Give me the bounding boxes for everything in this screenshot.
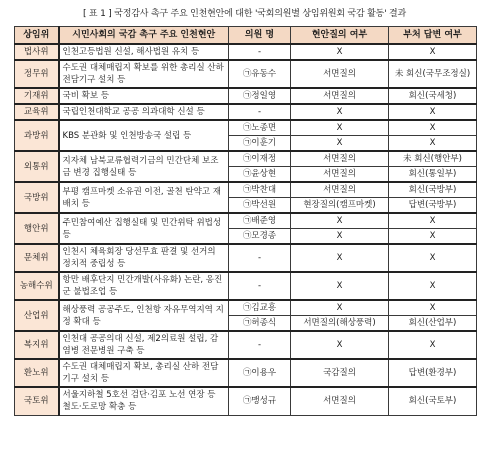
committee-cell: 농해수위 (15, 272, 59, 300)
answer-cell: 답변(국방부) (389, 198, 477, 214)
issue-cell: 해상풍력 공공주도, 인천항 자유무역지역 지정 확대 등 (59, 300, 229, 331)
answer-cell: 회신(국방부) (389, 182, 477, 198)
table-row (15, 60, 477, 88)
answer-cell: X (389, 244, 477, 272)
answer-cell: 회신(국세청) (389, 88, 477, 104)
answer-cell: X (389, 44, 477, 60)
member-cell: - (229, 244, 291, 272)
committee-cell: 외통위 (15, 151, 59, 182)
table-caption: [ 표 1 ] 국정감사 촉구 주요 인천현안에 대한 '국회의원별 상임위원회 국감 활동' 결과 (82, 9, 407, 19)
issue-cell: 수도권 대체매립지 확보, 총리실 산하 전담기구 설치 등 (59, 359, 229, 387)
table-row (15, 331, 477, 359)
table-header-row (15, 27, 477, 45)
question-cell: X (291, 213, 389, 229)
issue-cell: 부평 캠프마켓 소유권 이전, 골천 탄약고 재배치 등 (59, 182, 229, 213)
question-cell: X (291, 300, 389, 316)
answer-cell: 未 회신(행안부) (389, 151, 477, 167)
header-member: 의원 명 (229, 27, 291, 45)
answer-cell: 회신(국토부) (389, 387, 477, 415)
answer-cell: 未 회신(국무조정실) (389, 60, 477, 88)
committee-cell: 환노위 (15, 359, 59, 387)
answer-cell: X (389, 331, 477, 359)
table-row (15, 213, 477, 229)
question-cell: X (291, 229, 389, 245)
question-cell: 서면질의 (291, 167, 389, 183)
committee-cell: 과방위 (15, 120, 59, 151)
member-cell: ㉠이용우 (229, 359, 291, 387)
member-cell: ㉠정일영 (229, 88, 291, 104)
issue-cell: 지자체 남북교류협력기금의 민간단체 보조금 변경 집행실태 등 (59, 151, 229, 182)
committee-cell: 국방위 (15, 182, 59, 213)
committee-cell: 법사위 (15, 44, 59, 60)
answer-cell: X (389, 229, 477, 245)
question-cell: 국감질의 (291, 359, 389, 387)
member-cell: ㉠허종식 (229, 316, 291, 332)
table-row (15, 244, 477, 272)
header-question: 현안질의 여부 (291, 27, 389, 45)
answer-cell: 회신(통일부) (389, 167, 477, 183)
committee-cell: 기재위 (15, 88, 59, 104)
member-cell: ㉠김교흥 (229, 300, 291, 316)
table-row (15, 359, 477, 387)
table-row (15, 44, 477, 60)
question-cell: X (291, 44, 389, 60)
member-cell: ㉠모경종 (229, 229, 291, 245)
answer-cell: 회신(산업부) (389, 316, 477, 332)
answer-cell: X (389, 300, 477, 316)
member-cell: ㉠윤상현 (229, 167, 291, 183)
committee-cell: 정무위 (15, 60, 59, 88)
issue-cell: 항만 배후단지 민간개발(사유화) 논란, 옹진군 불법조업 등 (59, 272, 229, 300)
committee-cell: 복지위 (15, 331, 59, 359)
committee-cell: 교육위 (15, 104, 59, 120)
table-row (15, 300, 477, 316)
table-row (15, 151, 477, 167)
issue-cell: 국립인천대학교 공공 의과대학 신설 등 (59, 104, 229, 120)
issue-cell: 인천대 공공의대 신설, 제2의료원 설립, 감염병 전문병원 구축 등 (59, 331, 229, 359)
member-cell: - (229, 331, 291, 359)
issue-cell: 국비 확보 등 (59, 88, 229, 104)
table-row (15, 120, 477, 136)
committee-cell: 국토위 (15, 387, 59, 415)
question-cell: X (291, 244, 389, 272)
table-row (15, 182, 477, 198)
question-cell: X (291, 136, 389, 152)
member-cell: ㉠박찬대 (229, 182, 291, 198)
issue-cell: KBS 분관화 및 인천방송국 설립 등 (59, 120, 229, 151)
question-cell: 서면질의 (291, 88, 389, 104)
answer-cell: 답변(환경부) (389, 359, 477, 387)
answer-cell: X (389, 272, 477, 300)
member-cell: - (229, 44, 291, 60)
committee-cell: 문체위 (15, 244, 59, 272)
header-answer: 부처 답변 여부 (389, 27, 477, 45)
member-cell: - (229, 104, 291, 120)
audit-results-table (14, 26, 477, 416)
committee-cell: 행안위 (15, 213, 59, 244)
question-cell: X (291, 272, 389, 300)
member-cell: ㉠배준영 (229, 213, 291, 229)
table-row (15, 387, 477, 415)
question-cell: X (291, 120, 389, 136)
question-cell: X (291, 104, 389, 120)
question-cell: 서면질의 (291, 182, 389, 198)
question-cell: X (291, 331, 389, 359)
header-committee: 상임위 (15, 27, 59, 45)
table-row (15, 104, 477, 120)
answer-cell: X (389, 213, 477, 229)
table-row (15, 88, 477, 104)
member-cell: ㉠노종면 (229, 120, 291, 136)
issue-cell: 주민참여예산 집행실태 및 민간위탁 위법성 등 (59, 213, 229, 244)
member-cell: ㉠맹성규 (229, 387, 291, 415)
member-cell: ㉠박선원 (229, 198, 291, 214)
answer-cell: X (389, 136, 477, 152)
question-cell: 서면질의 (291, 60, 389, 88)
question-cell: 서면질의(해상풍력) (291, 316, 389, 332)
question-cell: 서면질의 (291, 387, 389, 415)
member-cell: ㉠이훈기 (229, 136, 291, 152)
issue-cell: 인천고등법원 신설, 해사법원 유치 등 (59, 44, 229, 60)
table-row (15, 272, 477, 300)
member-cell: ㉠이재정 (229, 151, 291, 167)
issue-cell: 수도권 대체매립지 확보를 위한 총리실 산하 전담기구 설치 등 (59, 60, 229, 88)
answer-cell: X (389, 120, 477, 136)
issue-cell: 서울지하철 5호선 검단·김포 노선 연장 등 철도·도로망 확충 등 (59, 387, 229, 415)
committee-cell: 산업위 (15, 300, 59, 331)
header-issue: 시민사회의 국감 촉구 주요 인천현안 (59, 27, 229, 45)
question-cell: 서면질의 (291, 151, 389, 167)
issue-cell: 인천시 체육회장 당선무효 판결 및 선거의 정치적 중립성 등 (59, 244, 229, 272)
member-cell: ㉠유동수 (229, 60, 291, 88)
member-cell: - (229, 272, 291, 300)
question-cell: 현장질의(캠프마켓) (291, 198, 389, 214)
answer-cell: X (389, 104, 477, 120)
